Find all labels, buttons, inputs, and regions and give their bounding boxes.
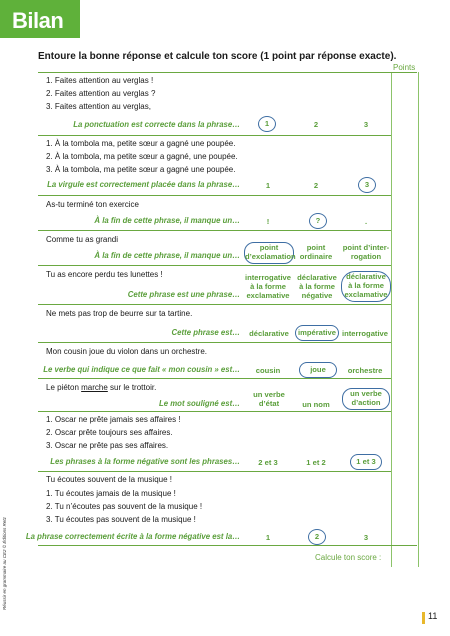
answer-option[interactable]: 1: [265, 181, 271, 190]
question: À la fin de cette phrase, il manque un…: [94, 216, 240, 225]
answer-option[interactable]: orchestre: [347, 366, 383, 375]
answer-option[interactable]: 1 et 2: [306, 458, 326, 467]
question: À la fin de cette phrase, il manque un…: [94, 251, 240, 260]
divider: [38, 230, 391, 231]
question: Cette phrase est une phrase…: [127, 290, 240, 299]
answer-option[interactable]: 1: [265, 533, 271, 542]
answer-option[interactable]: un verbe d’état: [253, 390, 285, 408]
sentence-line: 2. Faites attention au verglas ?: [46, 89, 156, 98]
sentence-line: 3. Tu écoutes pas souvent de la musique !: [46, 515, 196, 524]
answer-option[interactable]: !: [266, 217, 270, 226]
page-number: 11: [428, 611, 438, 621]
answer-option[interactable]: 3: [358, 177, 376, 193]
answer-option[interactable]: 3: [363, 533, 369, 542]
sentence-line: Tu écoutes souvent de la musique !: [46, 475, 172, 484]
sentence-line: 3. Faites attention au verglas,: [46, 102, 151, 111]
answer-option[interactable]: interrogative à la forme exclamative: [245, 273, 291, 300]
points-column: [391, 72, 419, 567]
underlined-word: marche: [81, 383, 108, 392]
sentence-line: 3. Oscar ne prête pas ses affaires.: [46, 441, 169, 450]
sentence-line: Tu as encore perdu tes lunettes !: [46, 270, 163, 279]
divider: [38, 411, 391, 412]
sentence-line: Ne mets pas trop de beurre sur ta tartine.: [46, 309, 193, 318]
answer-option[interactable]: déclarative à la forme négative: [297, 273, 337, 300]
question: Cette phrase est…: [171, 328, 240, 337]
answer-option[interactable]: 2: [313, 181, 319, 190]
answer-option[interactable]: 1: [258, 116, 276, 132]
sentence-line: 1. Faites attention au verglas !: [46, 76, 154, 85]
sentence-line: Mon cousin joue du violon dans un orchestre.: [46, 347, 207, 356]
sentence-line: 2. Oscar prête toujours ses affaires.: [46, 428, 173, 437]
divider: [38, 342, 391, 343]
instruction: Entoure la bonne réponse et calcule ton score (1 point par réponse exacte).: [38, 51, 397, 62]
answer-option[interactable]: point ordinaire: [299, 243, 333, 261]
sentence-line: Comme tu as grandi: [46, 235, 119, 244]
sentence-line: 2. À la tombola, ma petite sœur a gagné, une poupée.: [46, 152, 238, 161]
sentence-line: 2. Tu n’écoutes pas souvent de la musique !: [46, 502, 203, 511]
answer-option[interactable]: ?: [309, 213, 327, 229]
answer-option[interactable]: .: [364, 217, 368, 226]
question: La ponctuation est correcte dans la phrase…: [73, 120, 240, 129]
page-marker: [422, 612, 425, 624]
sentence-line: As-tu terminé ton exercice: [46, 200, 139, 209]
divider: [38, 265, 391, 266]
answer-option[interactable]: un verbe d’action: [342, 388, 390, 410]
answer-option[interactable]: 2: [308, 529, 326, 545]
sentence-text: Le piéton: [46, 383, 82, 392]
divider: [38, 471, 391, 472]
divider: [38, 135, 391, 136]
credit-text: Réussir en grammaire au CE2 © Éditions Retz: [2, 517, 7, 610]
answer-option[interactable]: 1 et 3: [350, 454, 382, 470]
answer-option[interactable]: déclarative: [249, 329, 289, 338]
answer-option[interactable]: joue: [299, 362, 337, 378]
question: La phrase correctement écrite à la forme négative est la…: [25, 532, 240, 541]
answer-option[interactable]: impérative: [295, 325, 339, 341]
divider: [38, 304, 391, 305]
answer-option[interactable]: interrogative: [342, 329, 388, 338]
answer-option[interactable]: un nom: [302, 400, 330, 409]
score-label: Calcule ton score :: [315, 553, 382, 562]
answer-option[interactable]: cousin: [255, 366, 281, 375]
question: Le mot souligné est…: [158, 399, 240, 408]
divider: [38, 378, 391, 379]
title-banner: [0, 0, 80, 59]
divider: [38, 545, 417, 546]
divider: [38, 195, 391, 196]
sentence-line: 3. À la tombola, ma petite sœur a gagné une poupée.: [46, 165, 236, 174]
question: Les phrases à la forme négative sont les phrases…: [50, 457, 240, 466]
answer-option[interactable]: déclarative à la forme exclamative: [341, 271, 391, 302]
answer-option[interactable]: 3: [363, 120, 369, 129]
question: La virgule est correctement placée dans la phrase…: [47, 180, 240, 189]
sentence-line: 1. À la tombola ma, petite sœur a gagné une poupée.: [46, 139, 236, 148]
sentence-line: [46, 383, 156, 392]
answer-option[interactable]: point d’inter- rogation: [342, 243, 390, 261]
page-title: Bilan 1: [12, 8, 64, 59]
points-header: Points: [393, 63, 416, 72]
sentence-text: sur le trottoir.: [107, 383, 157, 392]
sentence-line: 1. Oscar ne prête jamais ses affaires !: [46, 415, 181, 424]
answer-option[interactable]: 2: [313, 120, 319, 129]
divider: [38, 72, 417, 73]
answer-option[interactable]: 2 et 3: [258, 458, 278, 467]
question: Le verbe qui indique ce que fait « mon cousin » est…: [43, 365, 240, 374]
answer-option[interactable]: point d’exclamation: [244, 242, 294, 264]
sentence-line: 1. Tu écoutes jamais de la musique !: [46, 489, 176, 498]
